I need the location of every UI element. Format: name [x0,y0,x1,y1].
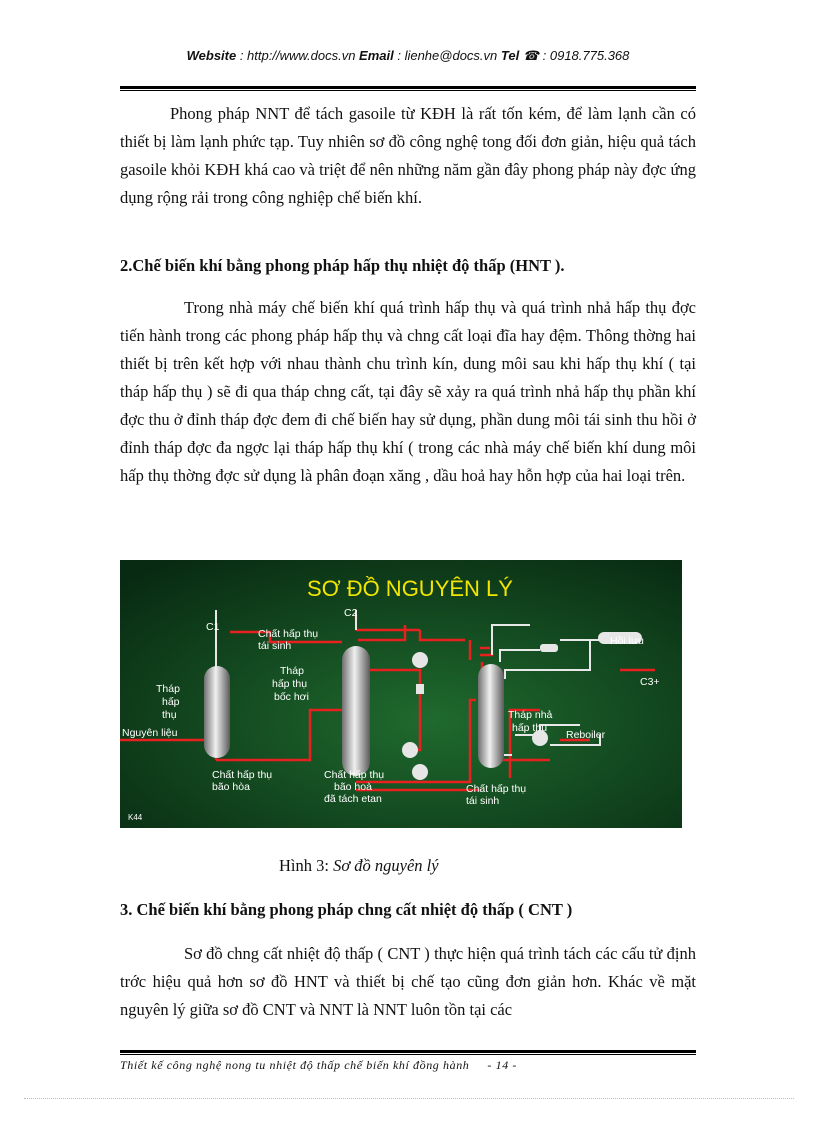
tel-label: Tel [500,48,520,63]
email-label: Email [359,48,394,63]
paragraph-3: Sơ đồ chng cất nhiệt độ thấp ( CNT ) thực hiện quá trình tách các cấu tử định trớc hiệu quả hơn sơ đồ HNT và thiết bị chế tạo cũng đơn giản hơn. Khác về mặt nguyên lý giữa sơ đồ CNT và NNT là NNT luôn tồn tại các [120,944,696,1019]
heat-exchanger-1 [412,652,428,668]
website-label: Website [186,48,237,63]
figure-caption [279,856,439,876]
label-reboiler: Reboiler [566,729,606,741]
footer-text: Thiết kế công nghệ nong tu nhiệt độ thấp chế biến khí đồng hành [120,1058,470,1072]
stripping-absorber-column [342,646,370,776]
page-footer [120,1058,517,1073]
caption-text: Sơ đồ nguyên lý [333,856,439,875]
label-bao-hoa-2: bão hòa [212,781,250,793]
label-boc-hoi-3: bốc hơi [274,691,309,703]
label-da-tach-3: đã tách etan [324,793,382,805]
paragraph-2: Trong nhà máy chế biến khí quá trình hấp thụ và quá trình nhả hấp thụ đợc tiến hành trong các phong pháp hấp thụ và chng cất loại đĩa hay đệm. Thông thờng hai thiết bị trên kết hợp với nhau thành chu trình kín, dung môi sau khi hấp thụ khí ( tại tháp hấp thụ ) sẽ đi qua tháp chng cất, tại đây sẽ xảy ra quá trình nhả hấp thụ phần khí đợc thu ở đỉnh tháp đợc đem đi chế biến hay sử dụng, phần dung môi tái sinh thu hồi ở đỉnh tháp đợc đa ngợc lại tháp hấp thụ khí ( trong các nhà máy chế biến khí dung môi hấp thụ thờng đợc sử dụng là phân đoạn xăng , dầu hoả hay hỗn hợp của hai loại trên. [120,298,696,485]
section-heading-3: 3. Chế biến khí bằng phong pháp chng cất nhiệt độ thấp ( CNT ) [120,900,573,919]
tel-value: : 0918.775.368 [539,48,630,63]
phone-icon: ☎ [522,48,540,63]
page-bottom-dotted-line [24,1098,794,1099]
label-thap-3: thụ [162,709,177,721]
label-cht-tai-sinh-top-2: tái sinh [258,640,292,652]
label-c3: C3+ [640,676,660,688]
label-corner: K44 [128,813,143,822]
valve [416,684,424,694]
reflux-drum [540,644,558,652]
label-boc-hoi-2: hấp thụ [272,678,308,690]
page-number: - 14 - [487,1058,518,1072]
label-boc-hoi-1: Tháp [280,665,304,677]
label-c1: C1 [206,621,220,633]
label-cht-tai-sinh-bottom-1: Chất hấp thụ [466,783,527,795]
process-diagram [120,560,682,828]
label-hoi-luu: Hồi lưu [610,635,644,647]
header-rule [120,86,696,91]
pump-1 [412,764,428,780]
label-cht-tai-sinh-top-1: Chất hấp thụ [258,628,319,640]
label-da-tach-2: bão hoà [334,781,372,793]
paragraph-1: Phong pháp NNT để tách gasoile từ KĐH là rất tốn kém, để làm lạnh cần có thiết bị làm lạnh phức tạp. Tuy nhiên sơ đồ công nghệ tong đối đơn giản, hiệu quả tách gasoile khỏi KĐH khá cao và triệt để nên những năm gần đây phong pháp này đợc ứng dụng rộng rải trong công nghiệp chế biến khí. [120,104,696,207]
email-value[interactable]: : lienhe@docs.vn [393,48,501,63]
label-cht-tai-sinh-bottom-2: tái sinh [466,795,500,807]
diagram-title: SƠ ĐỒ NGUYÊN LÝ [307,576,513,601]
label-thap-2: hấp [162,696,180,708]
heat-exchanger-2 [402,742,418,758]
label-thap-1: Tháp [156,683,180,695]
label-nguyen-lieu: Nguyên liệu [122,727,178,739]
label-thap-nha-2: hấp thụ [512,722,548,734]
desorber-column [478,664,504,768]
label-bao-hoa-1: Chất hấp thụ [212,769,273,781]
section-heading-2: 2.Chế biến khí bằng phong pháp hấp thụ nhiệt độ thấp (HNT ). [120,256,565,275]
label-c2: C2 [344,607,358,619]
website-value[interactable]: : http://www.docs.vn [236,48,360,63]
label-da-tach-1: Chất hấp thụ [324,769,385,781]
absorber-column [204,666,230,758]
caption-prefix: Hình 3: [279,856,334,875]
label-thap-nha-1: Tháp nhả [508,709,553,721]
page-header [120,48,696,64]
footer-rule [120,1050,696,1055]
